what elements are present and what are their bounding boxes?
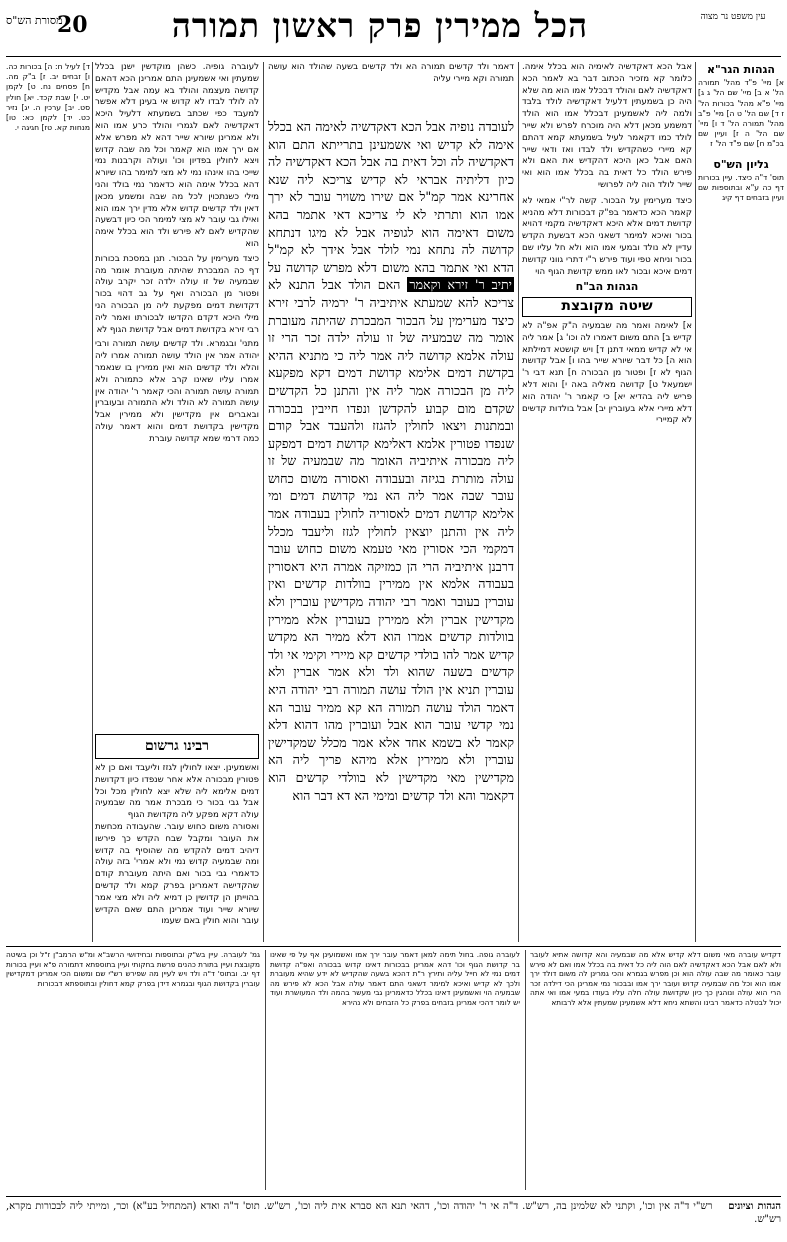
page-title: הכל ממירין פרק ראשון תמורה — [171, 6, 589, 45]
bottom-left-text: גמ' לעוברה. עיין בש"ק ובתוספות ובחידושי הרשב"א ומ"ש הרמב"ן ז"ל וכן בשיטה מקובצת ועיין בתורת כהנים פרשת בחקותי ועיין בתוספתא דתמורה פ"א ועיין בכורות דף יב. ובתוס' ד"ה ולד ויש לעיין מה שפירש רש"י שם ומשום הכי אמרינן דמקדישין עוברין בקדושת הגוף ובגמרא דידן בפרק קמא דחולין ובתוספתא דבכורות — [6, 950, 260, 988]
gemara-text-3: אמרו הוא דלא ממיר הא מקדש קדיש אמר להו בולדי קדשים קא מיירי וקימי אי ולד קדשים בשעה שהוא ולד ולא אמר אברין ולא עוברין תניא אין הולד עושה תמורה רבי יהודה היא דאמר הולד עושה תמורה הא קא ממיר עובר הא נמי קדשי עובר הוא אבל ועוברין מהו דהוא דלא קאמר לא בשמא אחד אלא אמר מכלל שמקדישין עוברין ולא ממירין אלא מיהא פריך ליה הא מקדישין מאי מקדישין לא בוולדי קדשים הוא דקאמר והא ולד קדשים ומימי הא דא דבר הוא — [268, 629, 514, 803]
gemara-top-rashi — [268, 62, 514, 116]
left-margin — [6, 62, 90, 942]
gilyon-title: גליון הש"ס — [713, 157, 769, 171]
tosafot-text: אבל הכא דאקדשיה לאימיה הוא בכלל אימה. כלומר קא מזכיר הכתוב דבר בא לאמר הכא דאקדשיה לאם והולד דבכלל אמו הוא מה שלא היה כן בשמעתין דלעיל דאקדשיה לולד בלבד ולמה ליה לאשמעינן דבכלל אמו הוא הולד דמשמע מכאן דלא היה מוכרח לפרש ולא שייר לולד כמו דקאמר לעיל בשמעתא קמא דהתם קא מיירי כשהקדיש ולד לבדו ואז ודאי שייר האם אבל כאן היכא דהקדיש את האם ולא פירש הולד כל דאית בה בכלל אמו הוא ואי שייר לולד הוה ליה לפרושי — [522, 62, 692, 190]
gilyon-text: תוס' ד"ה כיצד. עיין בכורות דף כה ע"א ובתוספות שם ועיין בזבחים דף קיג — [698, 172, 784, 203]
footer-label: הגהות וציונים — [728, 1201, 781, 1212]
margin-rule-left — [92, 62, 93, 942]
hagahot-gra-title: הגהות הגר"א — [707, 63, 775, 76]
bottom-right-commentary — [530, 950, 781, 1190]
gemara-opening: לעובדה נופיה אבל הכא דאקדשיה לאימה — [315, 119, 514, 134]
gemara-mid-text: דאמר ולד קדשים תמורה הא ולד קדשים בשעה שהולד הוא עושה תמורה וקא מיירי עליה — [268, 62, 514, 84]
tosafot-column — [522, 62, 692, 942]
footer-rule — [6, 1196, 781, 1197]
bottom-left-commentary — [6, 950, 260, 1190]
right-margin — [698, 62, 784, 942]
gemara-text: הא בכלל אימה לא קדיש ואי אשמעינן בתרייתא התם הוא דאקדשיה לה וכל דאית בה אבל הכא דאקדשיה לה כיון דליתיה אבראי לא קדיש צריכא ליה שנא אחרינא אמר קמ"ל אם שירו משויר עובר לא ירך אמו הוא ותרתי לא לי צריכא דאי אתמר בהא משום דאימה הוא לגופיה אבל לא מיגו דנתחא קדושה לה נתחא נמי לולד אבל אידך לא קמ"ל הדא ואי אתמר בהא משום דלא מפרש קדושה על — [268, 119, 514, 275]
footer — [6, 1200, 781, 1236]
ein-mishpat-label: עין משפט נר מצוה — [700, 12, 766, 22]
hagahot-gra-text: א] מיי' פ"ד מהל' תמורה הל' א ב] מיי' שם הל' ג ג] מיי' פ"א מהל' בכורות הל' ז ד] שם הל' ט ה] מיי' פ"ב מהל' תמורה הל' ד ו] מיי' שם הל' ה ז] ועיין שם בכ"מ ח] שם פ"ד הל' ז — [698, 78, 784, 149]
rabbeinu-gershom-box — [95, 730, 259, 942]
bottom-rule — [6, 946, 781, 947]
page-number: 20 — [57, 12, 88, 38]
shita-mekubetzet-text: א] לאימה ואמר מה שבמעיה ה"ק אפ"ה לא קדיש ב] התם משום דאמרו לה וכו' ג] אמר ליה אי לא קדיש ממאי דתנן ד] ויש קושטא דמילתא הוא ה] כל דבר שיורא שייר בהו ו] אבל קדושת הגוף לא ז] ופטור מן הבכורה ח] תנא דבי ר' ישמעאל ט] קדושה מאליה באה י] והוא דלא פריש ליה בהדיא יא] כי קאמר ר' יהודה הוא דלא מיירי אלא בעוברין יב] אבל בולדות קדשים לא קמיירי — [522, 320, 692, 426]
bottom-rule-1 — [525, 950, 526, 1190]
bottom-rule-2 — [265, 950, 266, 1190]
masoret-label: מסורת הש"ס — [6, 14, 63, 27]
page-header — [0, 0, 787, 60]
rabbeinu-gershom-title: רבינו גרשום — [95, 734, 259, 759]
shita-mekubetzet-title: שיטה מקובצת — [522, 297, 692, 317]
column-rule-2 — [263, 62, 264, 942]
margin-rule-right — [695, 62, 696, 942]
header-rule — [6, 56, 781, 57]
bottom-right-text: דקדיש עוברה מאי משום דלא קדיש אלא מה שבמעיה והא קדושה אתיא לעובר ולא לאם אבל הכא דאקדשיה לאם הוה ליה כל דאית בה בכלל אמו ואם לא פירש עובר כאומר מה שבה עולה הוא וכן מפרש בגמרא והכי גמרינן לה משום דולד ירך אמו הוא וכל מה שבמעיה קדוש ועובר ירך אמו ובבכור נמי אמרינן הכי דילדה זכר הרי הוא עולה ונוהגין כך כיון שקדושת עולה חלה עליו בעודו במעי אמו ואי אתה יכול לבטלה כדאמר רבינו והשתא ניחא דלא אשמעינן שמעתין אלא לרבותא — [530, 950, 781, 1007]
highlighted-phrase: יתיב ר' זירא וקאמר — [409, 277, 512, 293]
gemara-column — [268, 118, 514, 928]
column-rule-1 — [518, 62, 519, 942]
bottom-middle-text: לעוברה גופה. בחול תימה למאן דאמר עובר ירך אמו ואשמועינן אף על פי שאינו בר קדושת הגוף וכו' דהא אמרינן בבכורות דאינו קדוש בבכורה ואפ"ה קדושת דמים נמי לא חייל עליה ותירץ ר"ת דהכא בשעה שהקדיש לא ידע שהיא מעוברת ולכך לא קדיש ואיכא למימר דשאני התם דאמר עולה אבל הכא לא פירש מה שבמעיה הוי ואשמעינן דאינו בכלל כדאמרינן גבי מעשר בהמה ולד המעושרת ועוד יש לומר דהכי אמרינן בזבחים בפרק כל הזבחים ולא נהירא — [270, 950, 520, 1007]
hagahot-bach-title: הגהות הב"ח — [575, 280, 639, 294]
footer-text: רש"י ד"ה אין וכו', וקתני לא שלמינן בה, רש"ש. ד"ה אי ר' יהודה וכו', דהאי תנא הא סברא אית ליה וכו', רש"ש. תוס' ד"ה ואדא (המתחיל בע"א) וכר, ומייתי ליה לבכורות מקרא, רש"ש. — [6, 1201, 781, 1225]
rashi-column — [95, 62, 259, 727]
rashi-text: לעוברה גופיה. כשהן מוקדשין ישנן בכלל שמעתין ואי אשמעינן התם אמרינן הכא דהאם קדושה מעצמה והולד בא עמה אבל מקדיש לה לולד לבדו לא קדוש אי בעינן דלא אפשר למעבד כפי שכתב בשמעתא דלעיל היכא דאקדשיה לאם לגמרי והולד כרע אמו הוא ולא אמרינן שיורא שייר דהא לא מפרש אלא אם ירך אמו הוא קאמר וכל מה שבה קדוש ויצא לחולין בפדיון וכו' ועולה וקרבנות נמי שייכי בהו אינהו נמי לא מצי למימר בהו שיורא דהא בכלל אימה הוא כדאמר נמי בולד והני מילי כשנתכוין לכל מה שבה ומשמע מכאן דאין ולד קדשים קדוש אלא מדין ירך אמו הוא ואילו גבי עובר לא מצי למימר הכי כיון דבשעה שהקדיש לאם לא פירש ולד הוא בכלל אימה הוא — [95, 62, 259, 249]
gemara-text-2: האם הולד אבל התנא לא צריכא להא שמעתא איתיביה ר' ירמיה לרבי זירא כיצד מערימין על הבכור המבכרת שהיתה מעוברת אומר מה שבמעיה של זו עולה ילדה זכר הרי זו עולה אלמא קדושה ליה אמר ליה כי מתניא ההיא בקדשת דמים אלימא קדושת דמים דקא מפקעא ליה מן הבכורה אמר ליה אין והתנן כל הקדשים שקדם מום קבוע להקדשן ונפדו חייבין בבכורה ובמתנות ויצאו לחולין להגזז ולהעבד אבל קודם שנפדו פטורין אלמא דאלימא קדושת דמים דמפקע ליה מבכורה איתיביה האומר מה שבמעיה של זו עולה מותרת בגיזה ובעבודה ואסורה משום כחוש עובר שבה אמר ליה הא נמי קדושת דמים ומי אלימא קדושת דמים לאסוריה לחולין בעבודה אמר ליה אין והתנן יוצאין לחולין לגזז וליעבד מכלל דמקמי הכי אסורין מאי טעמא משום כחוש עובר דרבנן איתיביה הרי הן כמזיקה אמרה היא דאסורין בעבודה אלמא אין ממירין בוולדות קדשים ואין עוברין בעובר ואמר רבי יהודה מקדישין עוברין ולא מקדישין אברין ולא ממירין בעוברין אלא ממירין בוולדות קדשים — [268, 277, 514, 645]
rabbeinu-gershom-text-2: ואסורה משום כחוש עובר. שהעבודה מכחשת את העובר ומקבל שבח הקדש כך פירשו דיהיב דמים להקדש מה שהוסיף בה קדוש ומה שבמעיה קדוש נמי ולא אמרי' בזה עולה כדאמרי גבי בכור ואם היתה מעוברת קודם שהקדישה דאמרינן בפרק קמא ולד קדשים בהוייתן הן קדושין כן דמיא ליה ולא מצי אמר שיורא שייר ועוד אמרינן התם שאם הקדיש עובר והוא חולין באם שעמו — [95, 821, 259, 927]
masoret-hashas-text: ד] לעיל ח: ה] בכורות כה. ו] זבחים יב. ז] ב"ק מה. ח] פסחים נח. ט] לקמן יט. י] שבת קכד. יא] חולין סט. יב] ערכין ה. יג] נזיר כט. יד] לקמן כא: טו] מנחות קא. טז] חגיגה י. — [6, 62, 90, 133]
bottom-middle-commentary — [270, 950, 520, 1190]
rabbeinu-gershom-text: ואשמעינן. יצאו לחולין לגזז וליעבד ואם כן לא פטורין מבכורה אלא אחר שנפדו כיון דקדושת דמים אלימא ליה שלא יצא לחולין מכל וכל אבל גבי בכור כי מבכרת אמר מה שבמעיה עולה דקא מפקע ליה מקדושת הגוף — [95, 763, 259, 821]
tosafot-text-2: כיצד מערימין על הבכור. קשה לר"י אמאי לא קאמר הכא כדאמר בפ"ק דבכורות דלא מהניא קדושת דמים אלא היכא דאקדשיה מקמי דהויא בכור ואיכא למימר דשאני הכא דבשעת הקדש עדיין לא נולד ובמעי אמו הוא ולא חל עליו שם בכור וניחא טפי ועוד פירש ר"י דתרי גווני קדושת דמים איכא ובכור לאו ממש קדושת הגוף הוי — [522, 195, 692, 277]
rashi-more: כיצד מערימין על הבכור. תנן במסכת בכורות דף כה המבכרת שהיתה מעוברת אומר מה שבמעיה של זו עולה ילדה זכר יקרב עולה ופטור מן הבכורה ואף על גב דהוי בכור דקדושת דמים מפקעת ליה מן הבכורה הני מילי היכא דקדם הקדשו לבכורתו ואמר ליה רבי זירא בקדושת דמים אבל קדושת הגוף לא — [95, 253, 259, 335]
rashi-text-2: מתני' ובגמרא. ולד קדשים עושה תמורה ורבי יהודה אמר אין הולד עושה תמורה אמרו ליה והלא ולד קדשים הוא ואין ממירין בו שנאמר אמרו עליו שאינו קרב אלא כתמורה ולא תמורה עושה תמורה והכי קאמר ר' יהודה אין עושה תמורה לא הולד ולא התמורה ובעוברין ובאברים אין מקדישין ולא ממירין אבל מקדישין בקדושת דמים והוא דאמר עולה כמה דרמי שמא קדושה עוברת — [95, 339, 259, 444]
